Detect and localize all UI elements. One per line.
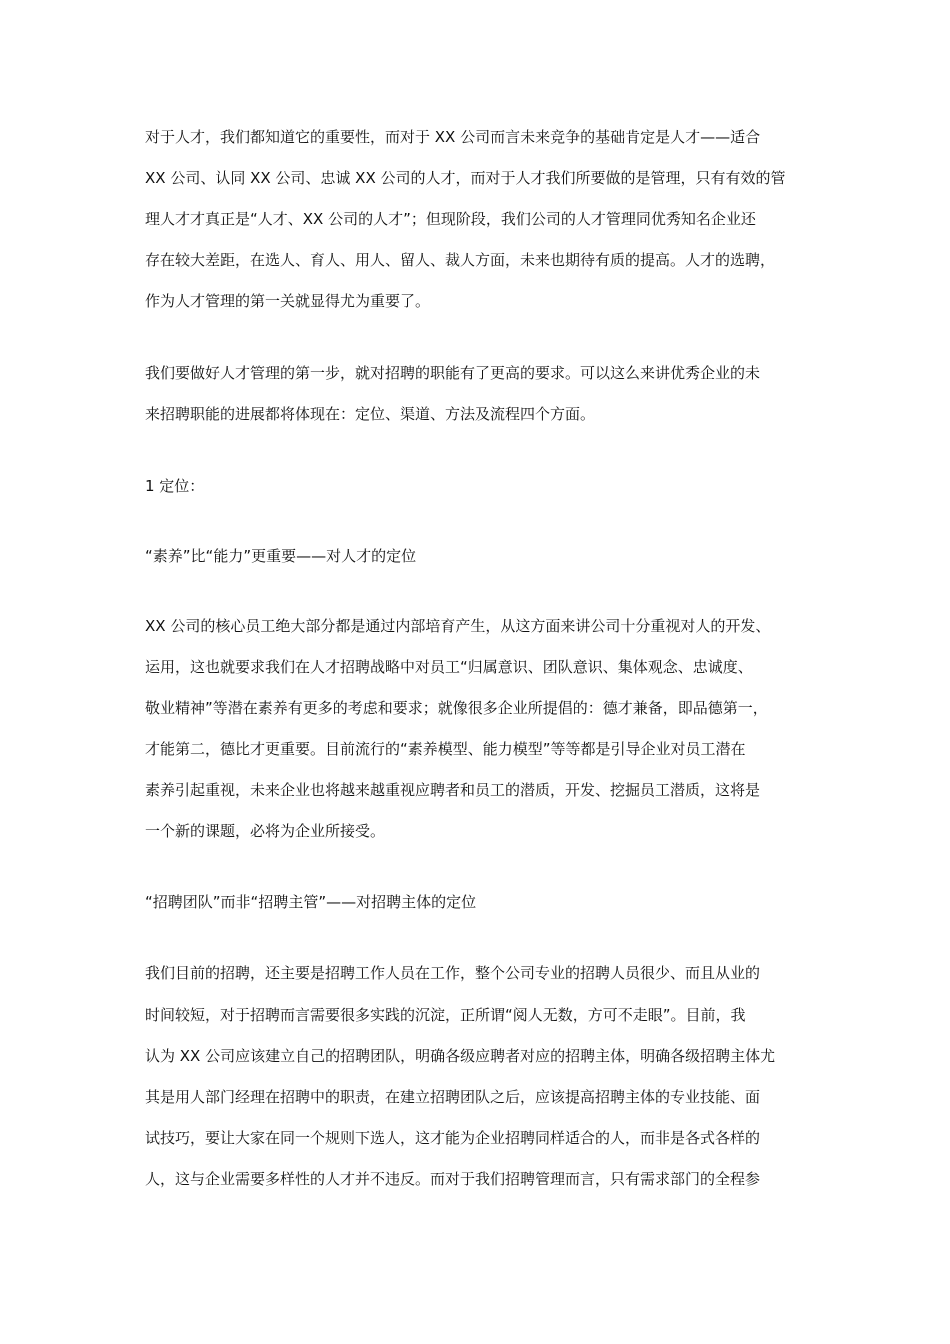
paragraph-4-line-2: 时间较短，对于招聘而言需要很多实践的沉淀，正所谓“阅人无数，方可不走眼”。目前，我 (145, 1006, 746, 1024)
paragraph-3-line-4: 才能第二，德比才更重要。目前流行的“素养模型、能力模型”等等都是引导企业对员工潜在 (145, 740, 746, 758)
paragraph-2-line-1: 我们要做好人才管理的第一步，就对招聘的职能有了更高的要求。可以这么来讲优秀企业的未 (145, 364, 761, 382)
paragraph-1-line-3: 理人才才真正是“人才、XX 公司的人才”；但现阶段，我们公司的人才管理同优秀知名企业还 (145, 210, 756, 228)
paragraph-4-line-4: 其是用人部门经理在招聘中的职责，在建立招聘团队之后，应该提高招聘主体的专业技能、面 (145, 1088, 761, 1106)
section-heading-positioning: 1 定位： (145, 477, 205, 495)
paragraph-3-line-5: 素养引起重视，未来企业也将越来越重视应聘者和员工的潜质，开发、挖掘员工潜质，这将是 (145, 781, 761, 799)
paragraph-1-line-1: 对于人才，我们都知道它的重要性，而对于 XX 公司而言未来竞争的基础肯定是人才——适合 (145, 128, 761, 146)
paragraph-1-line-2: XX 公司、认同 XX 公司、忠诚 XX 公司的人才，而对于人才我们所要做的是管理，只有有效的管 (145, 169, 786, 187)
paragraph-1-line-5: 作为人才管理的第一关就显得尤为重要了。 (145, 292, 431, 310)
paragraph-3-line-1: XX 公司的核心员工绝大部分都是通过内部培育产生，从这方面来讲公司十分重视对人的开发、 (145, 617, 771, 635)
paragraph-4-line-6: 人，这与企业需要多样性的人才并不违反。而对于我们招聘管理而言，只有需求部门的全程参 (145, 1170, 761, 1188)
paragraph-3-line-6: 一个新的课题，必将为企业所接受。 (145, 822, 386, 840)
paragraph-4-line-3: 认为 XX 公司应该建立自己的招聘团队，明确各级应聘者对应的招聘主体，明确各级招聘主体尤 (145, 1047, 776, 1065)
subheading-talent-positioning: “素养”比“能力”更重要——对人才的定位 (145, 547, 417, 565)
paragraph-4-line-5: 试技巧，要让大家在同一个规则下选人，这才能为企业招聘同样适合的人，而非是各式各样的 (145, 1129, 761, 1147)
paragraph-1-line-4: 存在较大差距，在选人、育人、用人、留人、裁人方面，未来也期待有质的提高。人才的选聘， (145, 251, 776, 269)
subheading-recruiting-team: “招聘团队”而非“招聘主管”——对招聘主体的定位 (145, 893, 477, 911)
paragraph-3-line-3: 敬业精神”等潜在素养有更多的考虑和要求；就像很多企业所提倡的：德才兼备，即品德第一， (145, 699, 768, 717)
paragraph-2-line-2: 来招聘职能的进展都将体现在：定位、渠道、方法及流程四个方面。 (145, 405, 596, 423)
paragraph-4-line-1: 我们目前的招聘，还主要是招聘工作人员在工作，整个公司专业的招聘人员很少、而且从业的 (145, 964, 761, 982)
paragraph-3-line-2: 运用，这也就要求我们在人才招聘战略中对员工“归属意识、团队意识、集体观念、忠诚度、 (145, 658, 753, 676)
